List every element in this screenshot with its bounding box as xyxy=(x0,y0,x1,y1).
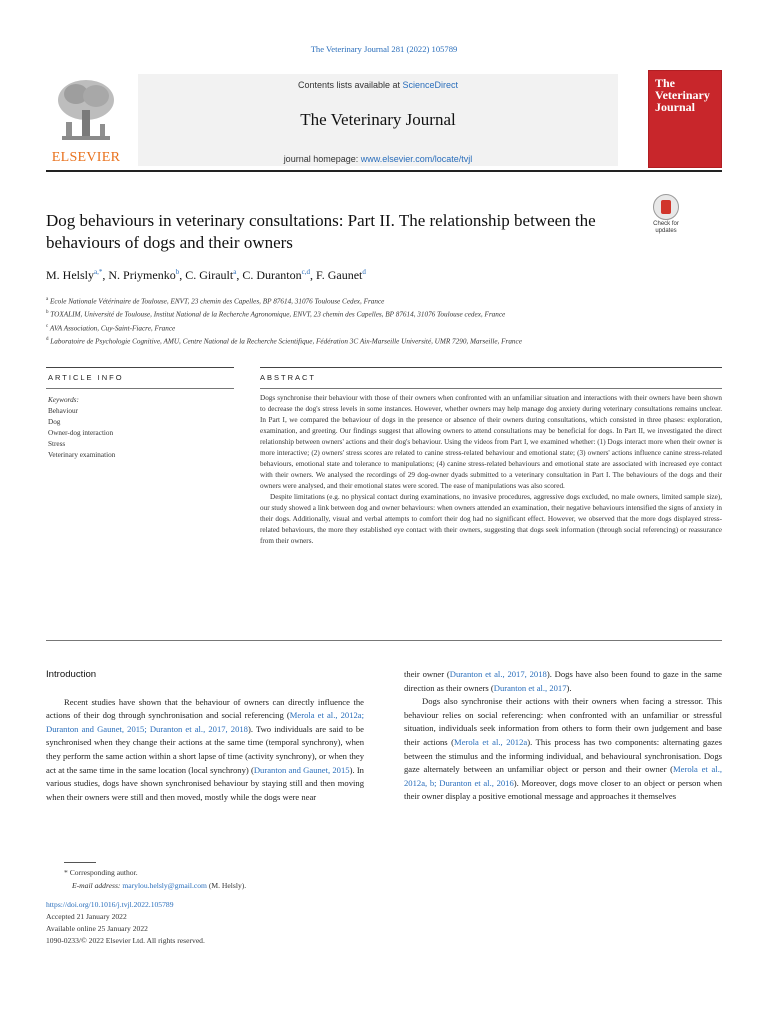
citation-link[interactable]: Merola et al., 2012a, b; Duranton et al., 2016 xyxy=(404,764,722,788)
homepage-prefix: journal homepage: xyxy=(283,154,361,164)
cover-title: The Veterinary Journal xyxy=(655,76,710,114)
author-affiliation-marker[interactable]: b xyxy=(175,268,180,276)
author-name[interactable]: N. Priymenko xyxy=(108,268,176,282)
contents-prefix: Contents lists available at xyxy=(297,80,403,90)
body-column-left xyxy=(46,668,364,804)
affiliation-text: Laboratoire de Psychologie Cognitive, AMU, Centre National de la Recherche Scientifique, Fédération 3C Aix-Marseille Université, UMR 7290, Marseille, France xyxy=(50,337,522,346)
abstract-heading: ABSTRACT xyxy=(260,373,317,382)
article-info-heading: ARTICLE INFO xyxy=(48,373,124,382)
body-text: their owner ( xyxy=(404,669,450,679)
copyright-line: 1090-0233/© 2022 Elsevier Ltd. All rights reserved. xyxy=(46,936,205,945)
check-for-updates-button[interactable] xyxy=(646,194,686,234)
elsevier-tree-icon xyxy=(52,76,120,146)
affiliation-text: TOXALIM, Université de Toulouse, Institut National de la Recherche Agronomique, ENVT, 23 chemin des Capelles, BP 87614, 31076 Toulouse cedex, France xyxy=(50,310,506,319)
footnote-rule xyxy=(64,862,96,863)
keyword-item: Owner-dog interaction xyxy=(48,429,114,437)
body-text: Dogs also synchronise their actions with their owners when facing a stressor. This behaviour relies on social referencing: when confronted with an unfamiliar or stressful situation, individuals seek information from others to form their own judgement and base their actions ( xyxy=(404,696,722,747)
accepted-date: Accepted 21 January 2022 xyxy=(46,912,127,921)
online-date: Available online 25 January 2022 xyxy=(46,924,148,933)
affiliation-list xyxy=(46,294,722,348)
affiliation-item xyxy=(46,334,722,347)
author-name[interactable]: F. Gaunet xyxy=(316,268,363,282)
affiliation-item xyxy=(46,294,722,307)
author-list: M. Helsly$^{a,*}$, N. Priymenko$^b$, C. Girault$^a$, C. Duranton$^{c,d}$, F. Gaunet$^d$ xyxy=(46,268,366,282)
keywords-label: Keywords: xyxy=(48,396,79,404)
keyword-item: Stress xyxy=(48,440,66,448)
journal-cover-thumbnail[interactable] xyxy=(648,70,722,168)
article-info-rule xyxy=(46,367,234,368)
abstract-paragraph: Despite limitations (e.g. no physical contact during examinations, no invasive procedures, aggressive dogs excluded, no male owners, limited sample size), our study showed a link between dog and owner behaviours: when owners attended an examination, their negative behaviours intensified the signs of anxiety in their dogs. Additionally, visual and verbal attempts to comfort their dog had no significant effect. However, we observed that the more dogs displayed stress-related behaviours, the more they established eye contact with their owners, suggesting that dogs seek information (through social referencing) or reassurance from their owners. xyxy=(260,493,722,545)
check-updates-label: Check for updates xyxy=(653,221,679,234)
citation-link[interactable]: Merola et al., 2012a xyxy=(454,736,528,747)
body-text: ). Dogs have also been found to gaze in the same direction as their owners ( xyxy=(404,669,722,693)
body-text: ). xyxy=(566,682,572,693)
body-paragraph xyxy=(404,668,722,695)
body-text: ). Two individuals are said to be synchronised when they change their actions at the same time (temporal synchrony), when they perform the same action within a short lapse of time (activity synchrony), or when they act at the same time in the same location (local synchrony) ( xyxy=(46,723,364,775)
author-affiliation-marker[interactable]: d xyxy=(362,268,366,276)
citation-link[interactable]: Merola et al., 2012a; Duranton and Gaunet, 2015; Duranton et al., 2017, 2018 xyxy=(46,710,364,734)
publisher-logo[interactable] xyxy=(46,76,126,168)
check-updates-icon xyxy=(653,194,679,220)
affiliation-label: b xyxy=(46,310,49,316)
affiliation-text: Ecole Nationale Vétérinaire de Toulouse, ENVT, 23 chemin des Capelles, BP 87614, 31076 Toulouse Cedex, France xyxy=(50,297,385,306)
affiliation-text: AVA Association, Cuy-Saint-Fiacre, France xyxy=(49,324,176,333)
keyword-item: Dog xyxy=(48,418,61,426)
body-paragraph xyxy=(46,696,364,805)
affiliation-label: a xyxy=(46,297,49,302)
masthead-banner xyxy=(138,74,618,166)
contents-line xyxy=(138,80,618,90)
abstract-end-rule xyxy=(46,640,722,641)
section-heading-introduction: Introduction xyxy=(46,669,97,680)
author-name[interactable]: C. Girault xyxy=(185,268,234,282)
affiliation-label: c xyxy=(46,323,49,329)
email-link[interactable]: marylou.helsly@gmail.com xyxy=(122,881,207,890)
author-affiliation-marker[interactable]: a,* xyxy=(94,268,103,276)
body-text: Recent studies have shown that the behaviour of owners can directly influence the actions of their dog through synchronisation and social referencing ( xyxy=(46,696,364,721)
author-name[interactable]: M. Helsly xyxy=(46,268,94,282)
sciencedirect-link[interactable]: ScienceDirect xyxy=(402,80,459,90)
journal-masthead xyxy=(46,68,722,168)
body-paragraph xyxy=(404,695,722,804)
citation-link[interactable]: Duranton and Gaunet, 2015 xyxy=(253,764,350,775)
publication-info xyxy=(46,899,376,947)
affiliation-label: d xyxy=(46,337,49,343)
body-text: ). This process has two components: alternating gazes between the stimulus and the informing individual, and behavioural synchronisation. Dogs gaze alternately between an unfamiliar object or person and their owner ( xyxy=(404,736,723,775)
doi-link[interactable]: https://doi.org/10.1016/j.tvjl.2022.105789 xyxy=(46,900,174,909)
author-affiliation-marker[interactable]: a xyxy=(233,268,237,276)
abstract-paragraph: Dogs synchronise their behaviour with those of their owners when confronted with an unfamiliar situation and interactions with their owners have been shown to decrease the dog's stress levels in some instances. However, whether owners may help manage dog anxiety during veterinary consultations remains unclear. In Part I, we compared the behaviour of dogs in the presence or absence of their owners during consultations, which consisted in three phases: exploration, examination, and greeting. Our findings suggest that allowing owners to attend consultations may be beneficial for dogs. In Part II, we investigated the direct relationship between owners' actions and their dog's behaviour. Using the videos from Part I, we examined whether: (1) Dogs interact more when their owner is more interactive; (2) owners' stress scores are related to canine stress-related behaviour and emotional state; (3) owners' actions influence canine stress-related behaviours, emotional state and tolerance to manipulations; (4) canine stress-related behaviours and emotional state are associated with increased eye contact with their owners. We analysed the recordings of 29 dog-owner dyads submitted to a veterinary consultation in Part I. The behaviours of the dogs and their owners were analysed, and their emotional states were scored. The ease of manipulations was also scored. xyxy=(260,394,722,490)
affiliation-item xyxy=(46,321,722,334)
email-suffix: (M. Helsly). xyxy=(206,881,247,890)
body-column-right xyxy=(404,668,722,804)
running-head[interactable]: The Veterinary Journal 281 (2022) 105789 xyxy=(310,44,458,54)
abstract-rule xyxy=(260,367,722,368)
email-label: E-mail address: xyxy=(72,881,123,890)
publisher-wordmark: ELSEVIER xyxy=(51,150,121,165)
citation-link[interactable]: Duranton et al., 2017, 2018 xyxy=(449,669,547,679)
journal-homepage-link[interactable]: www.elsevier.com/locate/tvjl xyxy=(360,154,473,164)
body-text: ). In various studies, dogs have shown synchronised behaviour by staying still and then moving when their owners were still and then moved, mostly while the dogs were near xyxy=(46,764,364,802)
keyword-item: Behaviour xyxy=(48,407,78,415)
keywords-block xyxy=(48,395,234,461)
affiliation-item xyxy=(46,307,722,320)
abstract-underline xyxy=(260,388,722,389)
article-title: Dog behaviours in veterinary consultations: Part II. The relationship between the behaviours of dogs and their owners xyxy=(46,211,596,252)
body-text: ). Moreover, dogs move closer to an object or person when their owner display a positive emotional message and approaches it themselves xyxy=(404,777,722,802)
citation-link[interactable]: Duranton et al., 2017 xyxy=(493,682,567,693)
email-note xyxy=(64,879,364,892)
footnotes xyxy=(64,866,364,892)
corresponding-author-note: * Corresponding author. xyxy=(64,868,138,877)
homepage-line xyxy=(138,154,618,164)
masthead-rule xyxy=(46,170,722,172)
journal-title: The Veterinary Journal xyxy=(300,110,456,129)
author-affiliation-marker[interactable]: c,d xyxy=(301,268,310,276)
article-info-underline xyxy=(46,388,234,389)
author-name[interactable]: C. Duranton xyxy=(242,268,302,282)
keyword-item: Veterinary examination xyxy=(48,451,116,459)
abstract-body xyxy=(260,393,722,547)
